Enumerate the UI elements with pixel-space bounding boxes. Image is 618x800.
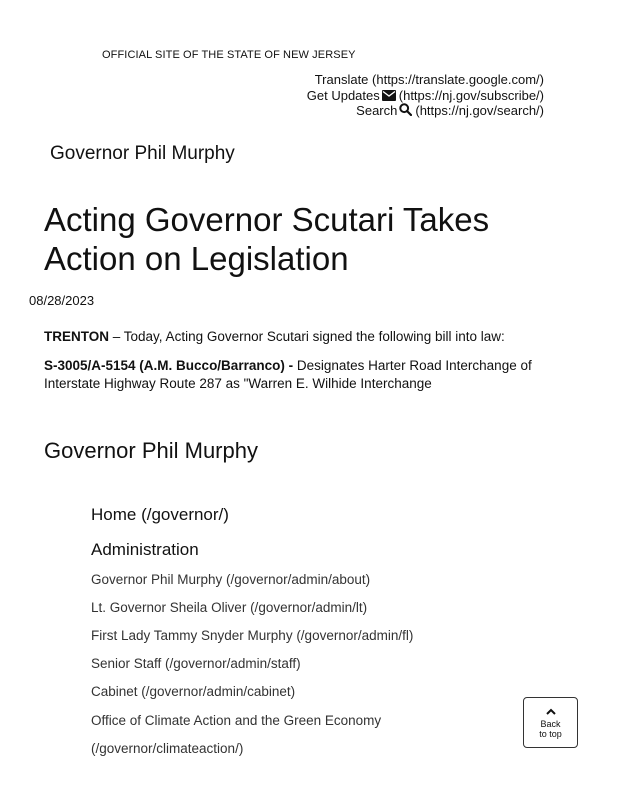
get-updates-label: Get Updates (306, 88, 380, 103)
translate-link[interactable]: Translate (https://translate.google.com/) (314, 72, 544, 87)
back-to-top-button[interactable] (523, 697, 578, 748)
nav-item-cabinet[interactable]: Cabinet (/governor/admin/cabinet) (91, 684, 296, 699)
search-link[interactable] (356, 103, 544, 119)
get-updates-url: (https://nj.gov/subscribe/) (398, 88, 544, 103)
official-site-banner: OFFICIAL SITE OF THE STATE OF NEW JERSEY (102, 49, 356, 61)
get-updates-link[interactable] (307, 88, 544, 104)
footer-title: Governor Phil Murphy (44, 438, 258, 463)
dateline: TRENTON (44, 329, 110, 344)
chevron-up-icon (524, 707, 577, 717)
search-url: (https://nj.gov/search/) (415, 103, 544, 118)
nav-item-climate-action-url[interactable]: (/governor/climateaction/) (91, 741, 244, 756)
nav-home[interactable]: Home (/governor/) (91, 505, 229, 524)
nav-item-governor[interactable]: Governor Phil Murphy (/governor/admin/about) (91, 572, 371, 587)
search-label: Search (356, 103, 398, 118)
nav-administration[interactable]: Administration (91, 540, 199, 559)
nav-item-senior-staff[interactable]: Senior Staff (/governor/admin/staff) (91, 656, 301, 671)
page-title: Acting Governor Scutari Takes Action on Legislation (44, 201, 490, 277)
site-name[interactable]: Governor Phil Murphy (50, 143, 235, 164)
search-icon (399, 103, 412, 119)
envelope-icon (382, 89, 396, 104)
nav-item-climate-action[interactable]: Office of Climate Action and the Green Economy (91, 713, 382, 728)
bill-paragraph (44, 357, 574, 393)
back-to-top-line1: Back (540, 719, 561, 729)
back-to-top-line2: to top (539, 729, 562, 739)
bill-text: Designates Harter Road Interchange of Interstate Highway Route 287 as "Warren E. Wilhide Interchange (44, 358, 532, 391)
nav-item-first-lady[interactable]: First Lady Tammy Snyder Murphy (/governor/admin/fl) (91, 628, 414, 643)
bill-id: S-3005/A-5154 (A.M. Bucco/Barranco) - (44, 358, 294, 373)
nav-item-lt-governor[interactable]: Lt. Governor Sheila Oliver (/governor/admin/lt) (91, 600, 368, 615)
intro-paragraph (44, 329, 505, 344)
intro-text: – Today, Acting Governor Scutari signed the following bill into law: (109, 329, 505, 344)
article-date: 08/28/2023 (29, 293, 95, 308)
